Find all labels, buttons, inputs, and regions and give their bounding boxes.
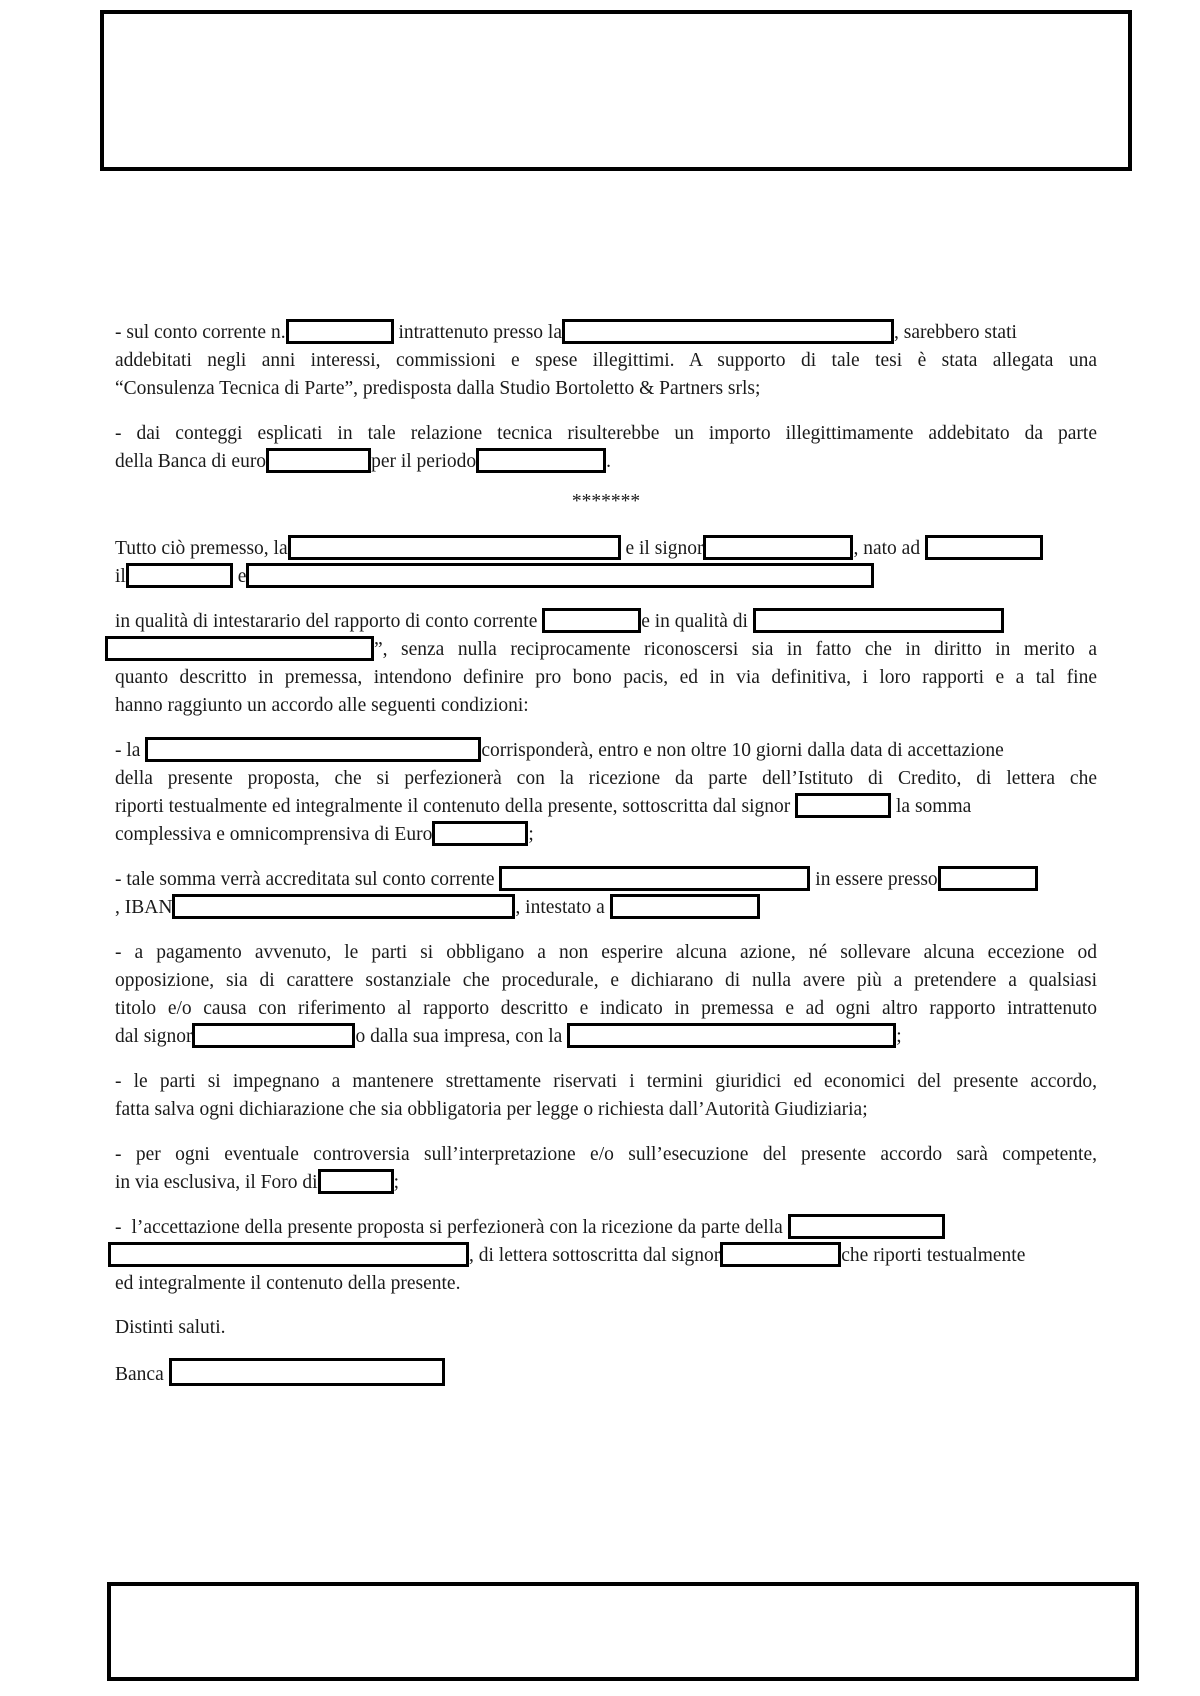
text: e in qualità di — [641, 611, 748, 632]
closing: Distinti saluti. — [115, 1317, 226, 1338]
p8-line1: - le parti si impegnano a mantenere strettamente riservati i termini giuridici ed economici del presente accordo, — [115, 1071, 1097, 1092]
redacted-amount — [432, 821, 528, 846]
text: - la — [115, 740, 141, 761]
text: intrattenuto presso la — [398, 322, 562, 343]
text: ”, senza nulla reciprocamente riconoscersi sia in fatto che in diritto in merito a — [374, 639, 1097, 660]
p1-line2: addebitati negli anni interessi, commissioni e spese illegittimi. A supporto di tale tesi è stata allegata una — [115, 350, 1097, 371]
p2-line2 — [115, 448, 1097, 476]
text: per il periodo — [371, 451, 477, 472]
p1-line1 — [115, 319, 1097, 347]
redacted-person-name — [795, 793, 891, 818]
p7-line4 — [115, 1023, 1097, 1051]
p10-line2 — [108, 1242, 1097, 1270]
text: corrisponderà, entro e non oltre 10 giorni dalla data di accettazione — [481, 740, 1004, 761]
p9-line1: - per ogni eventuale controversia sull’interpretazione e/o sull’esecuzione del presente accordo sarà competente, — [115, 1144, 1097, 1165]
redacted-bank-signature — [169, 1358, 445, 1386]
redacted-account-holder — [610, 894, 760, 919]
header-redaction-box — [100, 10, 1132, 171]
footer-redaction-box — [107, 1582, 1139, 1681]
text: riporti testualmente ed integralmente il contenuto della presente, sottoscritta dal signor — [115, 796, 791, 817]
text: , sarebbero stati — [894, 322, 1017, 343]
redacted-bank-branch — [938, 866, 1038, 891]
text: della Banca di euro — [115, 451, 267, 472]
text: ; — [393, 1172, 399, 1193]
signature-line — [115, 1358, 1097, 1386]
redacted-period — [476, 448, 606, 473]
text: complessiva e omnicomprensiva di Euro — [115, 824, 433, 845]
text: , IBAN — [115, 897, 173, 918]
p4-line3: quanto descritto in premessa, intendono definire pro bono pacis, ed in via definitiva, i loro rapporti e a tal fine — [115, 667, 1097, 688]
text: l’accettazione della presente proposta si perfezionerà con la ricezione da parte della — [131, 1217, 783, 1238]
p8-line2: fatta salva ogni dichiarazione che sia obbligatoria per legge o richiesta dall’Autorità Giudiziaria; — [115, 1099, 868, 1120]
p7-line2: opposizione, sia di carattere sostanziale che procedurale, e dichiarano di nulla avere più a pretendere a qualsiasi — [115, 970, 1097, 991]
text: - tale somma verrà accreditata sul conto corrente — [115, 869, 495, 890]
redacted-person-name — [192, 1023, 355, 1048]
text: ; — [896, 1026, 902, 1047]
p5-line2: della presente proposta, che si perfezionerà con la ricezione da parte dell’Istituto di Credito, di lettera che — [115, 768, 1097, 789]
redacted-bank-name — [562, 319, 894, 344]
text: . — [606, 451, 611, 472]
p5-line4 — [115, 821, 1097, 849]
redacted-details — [246, 563, 874, 588]
redacted-company-name — [288, 535, 621, 560]
p5-line1 — [115, 737, 1097, 765]
p4-line1 — [115, 608, 1097, 636]
text: , nato ad — [853, 538, 921, 559]
p7-line1: - a pagamento avvenuto, le parti si obbligano a non esperire alcuna azione, né sollevare alcuna eccezione od — [115, 942, 1097, 963]
redacted-amount — [266, 448, 371, 473]
text: in via esclusiva, il Foro di — [115, 1172, 318, 1193]
redacted-company-name — [145, 737, 481, 762]
p10-line1 — [115, 1214, 1097, 1242]
redacted-role-continued — [105, 636, 374, 661]
redacted-bank-name-continued — [108, 1242, 469, 1267]
redacted-role — [753, 608, 1004, 633]
redacted-iban — [172, 894, 515, 919]
bullet-dash: - — [115, 1217, 122, 1238]
redacted-account-number — [286, 319, 394, 344]
p6-line2 — [115, 894, 1097, 922]
redacted-birthdate — [126, 563, 233, 588]
text: - sul conto corrente n. — [115, 322, 286, 343]
text: in essere presso — [815, 869, 938, 890]
text: , intestato a — [515, 897, 605, 918]
text: , di lettera sottoscritta dal signor — [469, 1245, 721, 1266]
text: o dalla sua impresa, con la — [355, 1026, 563, 1047]
p7-line3: titolo e/o causa con riferimento al rapporto descritto e indicato in premessa e ad ogni altro rapporto intrattenuto — [115, 998, 1097, 1019]
text: ; — [528, 824, 534, 845]
text: dal signor — [115, 1026, 193, 1047]
p5-line3 — [115, 793, 1097, 821]
p2-line1: - dai conteggi esplicati in tale relazione tecnica risulterebbe un importo illegittimamente addebitato da parte — [115, 423, 1097, 444]
p3-line2 — [115, 563, 1097, 591]
signature-label: Banca — [115, 1364, 164, 1385]
separator: ******* — [571, 491, 641, 512]
p9-line2 — [115, 1169, 1097, 1197]
redacted-person-name — [703, 535, 853, 560]
p4-line4: hanno raggiunto un accordo alle seguenti condizioni: — [115, 695, 529, 716]
text: in qualità di intestarario del rapporto di conto corrente — [115, 611, 538, 632]
text: il — [115, 566, 126, 587]
redacted-birthplace — [925, 535, 1043, 560]
redacted-account — [499, 866, 810, 891]
text: e il signor — [625, 538, 704, 559]
p10-line3: ed integralmente il contenuto della presente. — [115, 1273, 461, 1294]
p1-line3: “Consulenza Tecnica di Parte”, predisposta dalla Studio Bortoletto & Partners srls; — [115, 378, 761, 399]
text: e — [237, 566, 247, 587]
redacted-person-name — [720, 1242, 841, 1267]
redacted-bank-name — [567, 1023, 896, 1048]
text: Tutto ciò premesso, la — [115, 538, 288, 559]
text: la somma — [896, 796, 972, 817]
p4-line2 — [105, 636, 1097, 664]
p3-line1 — [115, 535, 1097, 563]
redacted-bank-name — [788, 1214, 945, 1239]
redacted-court-city — [318, 1169, 394, 1194]
redacted-account — [542, 608, 641, 633]
p6-line1 — [115, 866, 1097, 894]
text: che riporti testualmente — [841, 1245, 1026, 1266]
